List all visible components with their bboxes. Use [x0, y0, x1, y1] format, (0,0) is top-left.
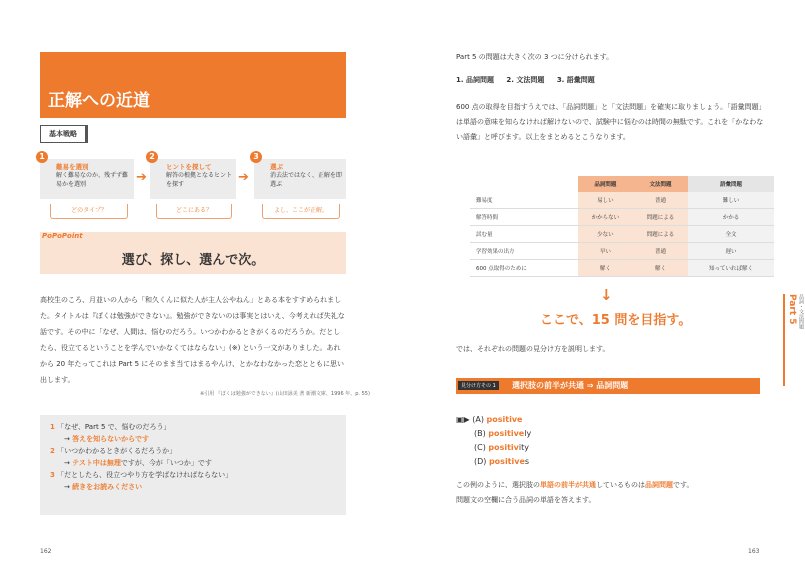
- next-sentence: では、それぞれの問題の見分け方を説明します。: [456, 345, 610, 353]
- table-header-row: [470, 176, 774, 192]
- summary-box: [40, 415, 346, 515]
- choice-b: (B) positively: [474, 429, 532, 438]
- arrow-right-icon: ➔: [238, 170, 249, 185]
- table-header: 文法問題: [633, 176, 688, 192]
- kihon-label: 基本戦略: [40, 125, 88, 143]
- table-cell: 難易度: [470, 192, 578, 209]
- section-title: 選択肢の前半が共通 ⇒ 品詞問題: [512, 381, 629, 390]
- table-cell: かからない: [578, 209, 633, 226]
- right-intro: Part 5 の問題は大きく次の 3 つに分けられます。: [456, 53, 614, 61]
- step-3-number: 3: [250, 151, 262, 163]
- left-paragraph: 高校生のころ、月並いの人から「和久くんに似た人が主人公やねん」とある本をすすめられました。タイトルは『ぼくは勉強ができない』。勉強ができないのは事実とはいえ、今考えれば失礼な話です。その中に「なぜ、人間は、悩むのだろう。いつかわかるときがくるのだろうか。だとしたら、役立てるということを学んでいかなくてはならない」(※) という一文がありました。あれから 20 年たってこれは Part 5 にそのまま当てはまるやんけ、とかなわなかった恋とともに思い出します。: [40, 296, 345, 384]
- table-cell: 学習効果の出方: [470, 243, 578, 260]
- step-3-caption: よし、ここが正解。: [262, 204, 340, 219]
- citation-note: ※引用 『ぼくは勉強ができない』(山田詠美 著 新潮文庫、1996 年、p. 55): [200, 391, 370, 397]
- table-cell: 難しい: [688, 192, 774, 209]
- choice-c: (C) positivity: [474, 443, 529, 452]
- table-cell: 試む量: [470, 226, 578, 243]
- example-icon: ▣▶: [456, 415, 470, 424]
- page-title: 正解への近道: [48, 91, 150, 111]
- table-cell: 問題による: [633, 209, 688, 226]
- step-1-box: [40, 159, 134, 199]
- table-row: [470, 192, 774, 209]
- side-tab: [783, 294, 804, 386]
- table-header: 品詞問題: [578, 176, 633, 192]
- table-header: [470, 176, 578, 192]
- point-label: PoPoPoint: [42, 232, 83, 240]
- right-paragraph: 600 点の取得を目指すうえでは、「品詞問題」と「文法問題」を確実に取りましょう。「語彙問題」は単語の意味を知らなければ解けないので、試験中に悩むのは時間の無駄です。これを「かなわない語彙」と呼びます。以上をまとめるとこうなります。: [456, 103, 766, 141]
- table-cell: 遅い: [688, 243, 774, 260]
- table-row: [470, 260, 774, 277]
- step-1-number: 1: [36, 151, 48, 163]
- category-2: 2. 文法問題: [506, 76, 545, 84]
- step-1-caption: どのタイプ？: [50, 204, 128, 219]
- choice-a: ▣▶ (A) positive: [456, 415, 523, 424]
- point-text: 選び、探し、選んで次。: [121, 253, 265, 268]
- step-3-title: 選ぶ: [270, 163, 283, 171]
- goal-text: ここで、15 問を目指す。: [540, 313, 692, 328]
- comparison-table: [470, 176, 774, 277]
- table-cell: 少ない: [578, 226, 633, 243]
- step-1-title: 難易を選別: [56, 163, 89, 171]
- step-2-body: 解答の根拠となるヒントを探す: [166, 172, 233, 188]
- table-cell: 全文: [688, 226, 774, 243]
- summary-item-1: 1 「なぜ、Part 5 で、悩むのだろう」: [50, 423, 171, 431]
- page-number-right: 163: [748, 548, 760, 555]
- table-cell: 知っていれば解く: [688, 260, 774, 277]
- step-3-body: 消去法ではなく、正解を即選ぶ: [270, 172, 342, 188]
- table-cell: 600 点取得のために: [470, 260, 578, 277]
- table-cell: 早い: [578, 243, 633, 260]
- step-2-title: ヒントを探して: [166, 163, 212, 171]
- step-1-body: 解く難易なのか、残ずず難易かを選別: [56, 172, 129, 188]
- step-2-number: 2: [146, 151, 158, 163]
- summary-item-2: 2 「いつかわかるときがくるだろうか」: [50, 447, 177, 455]
- step-2-caption: どこにある？: [156, 204, 232, 219]
- table-cell: 普通: [633, 192, 688, 209]
- summary-item-3: 3 「だとしたら、役立つやり方を学ばなければならない」: [50, 471, 233, 479]
- table-header: 語彙問題: [688, 176, 774, 192]
- table-cell: 解く: [578, 260, 633, 277]
- summary-answer-1: → 答えを知らないからです: [64, 435, 150, 443]
- conclusion: この例のように、選択肢の単語の前半が共通しているものは品詞問題です。 問題文の空欄に合う品詞の単語を答えます。: [456, 481, 694, 504]
- table-cell: 問題による: [633, 226, 688, 243]
- page-number-left: 162: [40, 548, 52, 555]
- side-tab-part: Part 5: [787, 294, 797, 325]
- table-cell: 解答時間: [470, 209, 578, 226]
- table-cell: 普通: [633, 243, 688, 260]
- category-1: 1. 品詞問題: [456, 76, 494, 84]
- table-row: [470, 226, 774, 243]
- table-row: [470, 209, 774, 226]
- table-cell: 解く: [633, 260, 688, 277]
- step-2-box: [150, 159, 236, 199]
- table-cell: かかる: [688, 209, 774, 226]
- table-row: [470, 243, 774, 260]
- step-3-box: [254, 159, 346, 199]
- answer-choices: [456, 413, 531, 469]
- category-3: 3. 語彙問題: [556, 76, 595, 84]
- arrow-down-icon: ↓: [600, 286, 613, 304]
- section-tag: 見分け方その 1: [458, 381, 499, 390]
- choice-d: (D) positives: [474, 457, 530, 466]
- summary-answer-3: → 続きをお読みください: [64, 483, 143, 491]
- category-list: [456, 75, 605, 85]
- table-cell: 易しい: [578, 192, 633, 209]
- side-tab-label: 品詞・文法問題: [798, 294, 804, 329]
- summary-answer-2: → テスト中は無理ですが、今が「いつか」です: [64, 459, 212, 467]
- arrow-right-icon: ➔: [136, 170, 147, 185]
